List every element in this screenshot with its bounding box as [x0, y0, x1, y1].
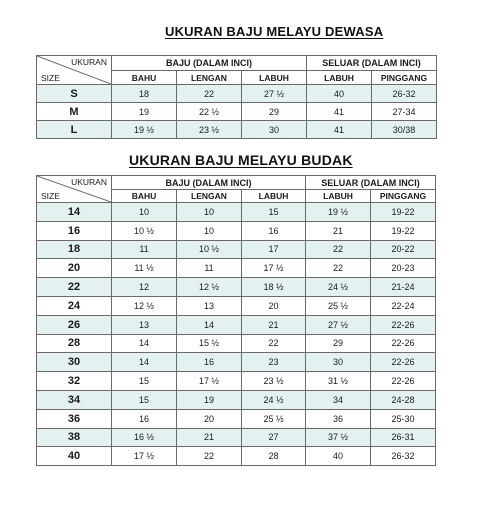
table-row	[37, 372, 436, 391]
adult-size-table	[36, 55, 437, 139]
measurement-cell: 22-26	[371, 334, 436, 353]
measurement-cell: 40	[306, 447, 371, 466]
measurement-cell: 22	[306, 240, 371, 259]
measurement-cell: 11	[112, 240, 177, 259]
size-label: 22	[37, 278, 112, 297]
measurement-cell: 12 ½	[177, 278, 242, 297]
measurement-cell: 21-24	[371, 278, 436, 297]
measurement-cell: 10	[112, 203, 177, 222]
table-row	[37, 296, 436, 315]
size-label: 32	[37, 372, 112, 391]
measurement-cell: 26-31	[371, 428, 436, 447]
column-header: LABUH	[307, 71, 372, 85]
column-header: LABUH	[306, 190, 371, 203]
table-row	[37, 221, 436, 240]
measurement-cell: 19 ½	[306, 203, 371, 222]
measurement-cell: 20-23	[371, 259, 436, 278]
size-label: 26	[37, 315, 112, 334]
measurement-cell: 27	[242, 428, 306, 447]
measurement-cell: 10	[177, 221, 242, 240]
measurement-cell: 20	[177, 409, 242, 428]
measurement-cell: 10 ½	[112, 221, 177, 240]
corner-label-size: SIZE	[41, 73, 60, 83]
measurement-cell: 14	[177, 315, 242, 334]
column-header: LABUH	[242, 71, 307, 85]
measurement-cell: 28	[242, 447, 306, 466]
size-label: S	[37, 85, 112, 103]
measurement-cell: 19	[177, 390, 242, 409]
measurement-cell: 24 ½	[306, 278, 371, 297]
child-size-chart-title: UKURAN BAJU MELAYU BUDAK	[129, 152, 353, 168]
measurement-cell: 11	[177, 259, 242, 278]
size-header-corner	[37, 176, 112, 203]
measurement-cell: 19-22	[371, 203, 436, 222]
measurement-cell: 16 ½	[112, 428, 177, 447]
seluar-group-header: SELUAR (DALAM INCI)	[306, 176, 436, 190]
baju-group-header: BAJU (DALAM INCI)	[112, 56, 307, 71]
column-header: LABUH	[242, 190, 306, 203]
measurement-cell: 26-32	[372, 85, 437, 103]
column-header: PINGGANG	[371, 190, 436, 203]
measurement-cell: 19 ½	[112, 121, 177, 139]
measurement-cell: 41	[307, 121, 372, 139]
size-label: 36	[37, 409, 112, 428]
measurement-cell: 22-24	[371, 296, 436, 315]
table-row	[37, 409, 436, 428]
measurement-cell: 12 ½	[112, 296, 177, 315]
measurement-cell: 29	[242, 103, 307, 121]
measurement-cell: 16	[242, 221, 306, 240]
size-header-corner	[37, 56, 112, 85]
measurement-cell: 21	[242, 315, 306, 334]
size-label: M	[37, 103, 112, 121]
table-row	[37, 353, 436, 372]
adult-size-chart-title: UKURAN BAJU MELAYU DEWASA	[165, 24, 384, 39]
size-label: 16	[37, 221, 112, 240]
measurement-cell: 24 ½	[242, 390, 306, 409]
measurement-cell: 22	[242, 334, 306, 353]
measurement-cell: 10 ½	[177, 240, 242, 259]
measurement-cell: 34	[306, 390, 371, 409]
measurement-cell: 20	[242, 296, 306, 315]
measurement-cell: 22	[177, 85, 242, 103]
size-label: 40	[37, 447, 112, 466]
column-header: LENGAN	[177, 190, 242, 203]
table-row	[37, 240, 436, 259]
table-row	[37, 447, 436, 466]
measurement-cell: 18 ½	[242, 278, 306, 297]
table-row	[37, 428, 436, 447]
table-row	[37, 390, 436, 409]
measurement-cell: 17 ½	[242, 259, 306, 278]
measurement-cell: 17	[242, 240, 306, 259]
size-label: 28	[37, 334, 112, 353]
measurement-cell: 29	[306, 334, 371, 353]
size-label: 30	[37, 353, 112, 372]
corner-label-size: SIZE	[41, 191, 60, 201]
measurement-cell: 22-26	[371, 372, 436, 391]
measurement-cell: 30	[306, 353, 371, 372]
size-label: 24	[37, 296, 112, 315]
measurement-cell: 15	[112, 372, 177, 391]
size-label: 38	[37, 428, 112, 447]
measurement-cell: 25-30	[371, 409, 436, 428]
measurement-cell: 41	[307, 103, 372, 121]
measurement-cell: 17 ½	[112, 447, 177, 466]
measurement-cell: 22-26	[371, 353, 436, 372]
measurement-cell: 22	[306, 259, 371, 278]
measurement-cell: 23 ½	[177, 121, 242, 139]
measurement-cell: 11 ½	[112, 259, 177, 278]
column-header: BAHU	[112, 71, 177, 85]
seluar-group-header: SELUAR (DALAM INCI)	[307, 56, 437, 71]
table-row	[37, 203, 436, 222]
table-row	[37, 103, 437, 121]
table-row	[37, 315, 436, 334]
size-label: 14	[37, 203, 112, 222]
measurement-cell: 37 ½	[306, 428, 371, 447]
table-row	[37, 278, 436, 297]
measurement-cell: 30	[242, 121, 307, 139]
measurement-cell: 27-34	[372, 103, 437, 121]
measurement-cell: 13	[112, 315, 177, 334]
measurement-cell: 19-22	[371, 221, 436, 240]
measurement-cell: 25 ½	[306, 296, 371, 315]
measurement-cell: 18	[112, 85, 177, 103]
measurement-cell: 23	[242, 353, 306, 372]
size-label: 18	[37, 240, 112, 259]
size-label: 34	[37, 390, 112, 409]
measurement-cell: 16	[112, 409, 177, 428]
measurement-cell: 14	[112, 334, 177, 353]
measurement-cell: 10	[177, 203, 242, 222]
measurement-cell: 17 ½	[177, 372, 242, 391]
measurement-cell: 14	[112, 353, 177, 372]
measurement-cell: 40	[307, 85, 372, 103]
column-header: LENGAN	[177, 71, 242, 85]
measurement-cell: 27 ½	[242, 85, 307, 103]
measurement-cell: 36	[306, 409, 371, 428]
measurement-cell: 22 ½	[177, 103, 242, 121]
measurement-cell: 20-22	[371, 240, 436, 259]
measurement-cell: 21	[306, 221, 371, 240]
size-label: 20	[37, 259, 112, 278]
table-row	[37, 85, 437, 103]
measurement-cell: 15 ½	[177, 334, 242, 353]
measurement-cell: 25 ½	[242, 409, 306, 428]
measurement-cell: 21	[177, 428, 242, 447]
measurement-cell: 15	[112, 390, 177, 409]
child-table-body	[37, 203, 436, 466]
measurement-cell: 31 ½	[306, 372, 371, 391]
table-row	[37, 334, 436, 353]
measurement-cell: 22	[177, 447, 242, 466]
child-size-table	[36, 175, 436, 466]
table-row	[37, 259, 436, 278]
corner-label-ukuran: UKURAN	[71, 57, 107, 67]
measurement-cell: 22-26	[371, 315, 436, 334]
measurement-cell: 23 ½	[242, 372, 306, 391]
column-header: BAHU	[112, 190, 177, 203]
measurement-cell: 15	[242, 203, 306, 222]
table-row	[37, 121, 437, 139]
measurement-cell: 13	[177, 296, 242, 315]
measurement-cell: 27 ½	[306, 315, 371, 334]
baju-group-header: BAJU (DALAM INCI)	[112, 176, 306, 190]
size-label: L	[37, 121, 112, 139]
measurement-cell: 30/38	[372, 121, 437, 139]
adult-table-body	[37, 85, 437, 139]
measurement-cell: 24-28	[371, 390, 436, 409]
measurement-cell: 12	[112, 278, 177, 297]
measurement-cell: 26-32	[371, 447, 436, 466]
measurement-cell: 19	[112, 103, 177, 121]
column-header: PINGGANG	[372, 71, 437, 85]
corner-label-ukuran: UKURAN	[71, 177, 107, 187]
measurement-cell: 16	[177, 353, 242, 372]
